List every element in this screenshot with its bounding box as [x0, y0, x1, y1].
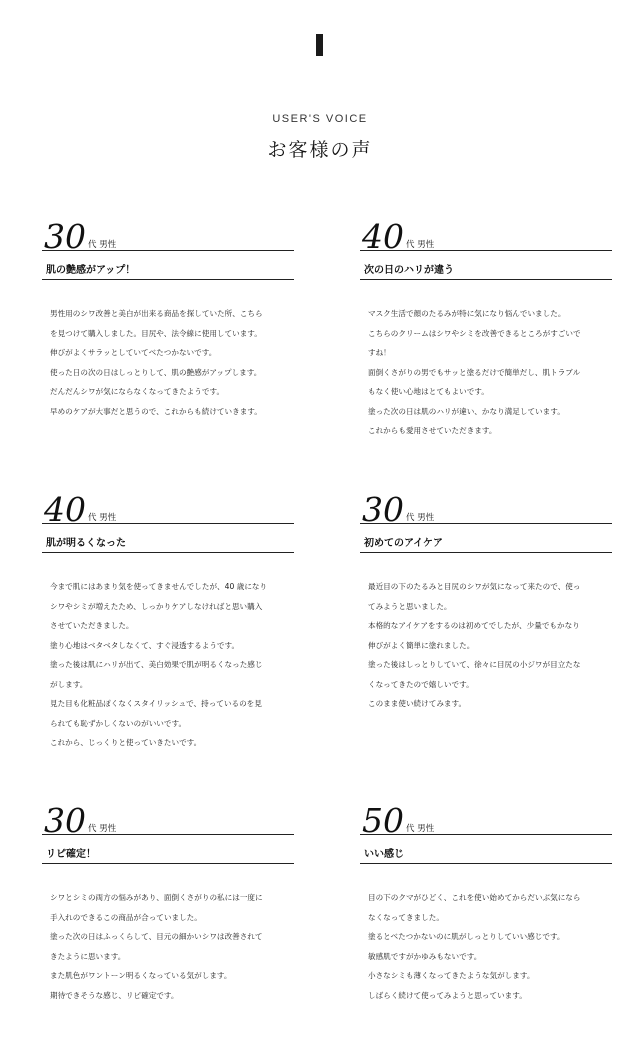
age-number: 30 [362, 490, 404, 529]
testimonial-body [360, 888, 612, 1005]
testimonial-header [42, 217, 294, 256]
body-line: 今まで肌にはあまり気を使ってきませんでしたが、40 歳になり [50, 582, 268, 591]
body-line: 伸びがよくサラッとしていてべたつかないです。 [50, 348, 217, 357]
testimonial-card [42, 801, 294, 1005]
body-line: させていただきました。 [50, 621, 134, 630]
body-line: 塗った後は肌にハリが出て、美白効果で肌が明るくなった感じ [50, 660, 263, 669]
testimonial-card [360, 490, 612, 714]
body-line: 塗った後はしっとりしていて、徐々に目尻の小ジワが目立たな [368, 660, 581, 669]
body-line: マスク生活で顔のたるみが特に気になり悩んでいました。 [368, 309, 566, 318]
age-gender-label: 代 男性 [406, 513, 435, 523]
testimonial-header [360, 217, 612, 256]
age-number: 40 [362, 217, 404, 256]
testimonial-body [42, 577, 294, 753]
body-line: がします。 [50, 679, 88, 689]
body-line: 期待できそうな感じ、リピ確定です。 [50, 990, 179, 1000]
body-line: 見た目も化粧品ぽくなくスタイリッシュで、持っているのを見 [50, 699, 262, 708]
body-line: 目の下のクマがひどく、これを使い始めてからだいぶ気になら [368, 893, 581, 902]
age-number: 30 [44, 801, 86, 840]
body-line: 伸びがよく簡単に塗れました。 [368, 640, 475, 650]
body-line: 塗り心地はベタベタしなくて、すぐ浸透するようです。 [50, 640, 240, 650]
testimonial-header [360, 490, 612, 529]
age-gender-label: 代 男性 [88, 824, 117, 834]
body-line: これから、じっくりと使っていきたいです。 [50, 738, 202, 747]
testimonial-title: 肌の艶感がアップ！ [42, 261, 294, 280]
age-gender-label: 代 男性 [88, 240, 117, 250]
testimonial-title: 初めてのアイケア [360, 534, 612, 553]
testimonial-header [42, 490, 294, 529]
body-line: 敏感肌ですがかゆみもないです。 [368, 951, 482, 961]
body-line: こちらのクリームはシワやシミを改善できるところがすごいで [368, 328, 581, 338]
testimonial-title: 肌が明るくなった [42, 534, 294, 553]
body-line: られても恥ずかしくないのがいいです。 [50, 718, 187, 728]
body-line: これからも愛用させていただきます。 [368, 426, 497, 435]
body-line: もなく使い心地はとてもよいです。 [368, 387, 489, 396]
body-line: すね！ [368, 348, 391, 357]
body-line: 塗った次の日は肌のハリが違い、かなり満足しています。 [368, 406, 565, 416]
body-line: 面倒くさがりの男でもサッと塗るだけで簡単だし、肌トラブル [368, 367, 581, 377]
testimonial-title: 次の日のハリが違う [360, 261, 612, 280]
testimonial-header [360, 801, 612, 840]
age-gender-label: 代 男性 [406, 240, 435, 250]
testimonial-body [360, 577, 612, 714]
body-line: 手入れのできるこの商品が合っていました。 [50, 912, 202, 922]
testimonial-card [42, 490, 294, 753]
body-line: 小さなシミも薄くなってきたような気がします。 [368, 971, 535, 980]
body-line: だんだんシワが気にならなくなってきたようです。 [50, 387, 225, 396]
testimonial-card [360, 217, 612, 441]
testimonial-body [360, 304, 612, 441]
age-number: 50 [362, 801, 404, 840]
body-line: きたように思います。 [50, 951, 126, 961]
testimonial-body [42, 888, 294, 1005]
body-line: 塗った次の日はふっくらして、目元の細かいシワは改善されて [50, 932, 263, 941]
body-line: 早めのケアが大事だと思うので、これからも続けていきます。 [50, 406, 262, 416]
age-gender-label: 代 男性 [406, 824, 435, 834]
body-line: 使った日の次の日はしっとりして、肌の艶感がアップします。 [50, 367, 262, 377]
body-line: なくなってきました。 [368, 912, 444, 922]
testimonial-title: リピ確定！ [42, 845, 294, 864]
testimonial-header [42, 801, 294, 840]
testimonial-body [42, 304, 294, 421]
body-line: てみようと思いました。 [368, 601, 452, 611]
body-line: 最近目の下のたるみと目尻のシワが気になって来たので、使っ [368, 582, 581, 591]
body-line: シワやシミが増えたため、しっかりケアしなければと思い購入 [50, 601, 263, 611]
body-line: 塗るとべたつかないのに肌がしっとりしていい感じです。 [368, 932, 565, 941]
body-line: 本格的なアイケアをするのは初めてでしたが、少量でもかなり [368, 621, 580, 630]
body-line: しばらく続けて使ってみようと思っています。 [368, 990, 527, 1000]
body-line: シワとシミの両方の悩みがあり、面倒くさがりの私には一度に [50, 893, 263, 902]
section-eyebrow: USER'S VOICE [272, 113, 368, 125]
age-number: 40 [44, 490, 86, 529]
body-line: を見つけて購入しました。目尻や、法令線に使用しています。 [50, 328, 262, 338]
testimonial-title: いい感じ [360, 845, 612, 864]
testimonial-card [360, 801, 612, 1005]
age-number: 30 [44, 217, 86, 256]
body-line: また肌色がワントーン明るくなっている気がします。 [50, 971, 232, 980]
body-line: くなってきたので嬉しいです。 [368, 679, 474, 689]
decorative-bar [316, 34, 323, 56]
section-title: お客様の声 [267, 139, 373, 161]
body-line: 男性用のシワ改善と美白が出来る商品を探していた所、こちら [50, 309, 263, 318]
age-gender-label: 代 男性 [88, 513, 117, 523]
body-line: このまま使い続けてみます。 [368, 699, 467, 708]
testimonial-card [42, 217, 294, 421]
